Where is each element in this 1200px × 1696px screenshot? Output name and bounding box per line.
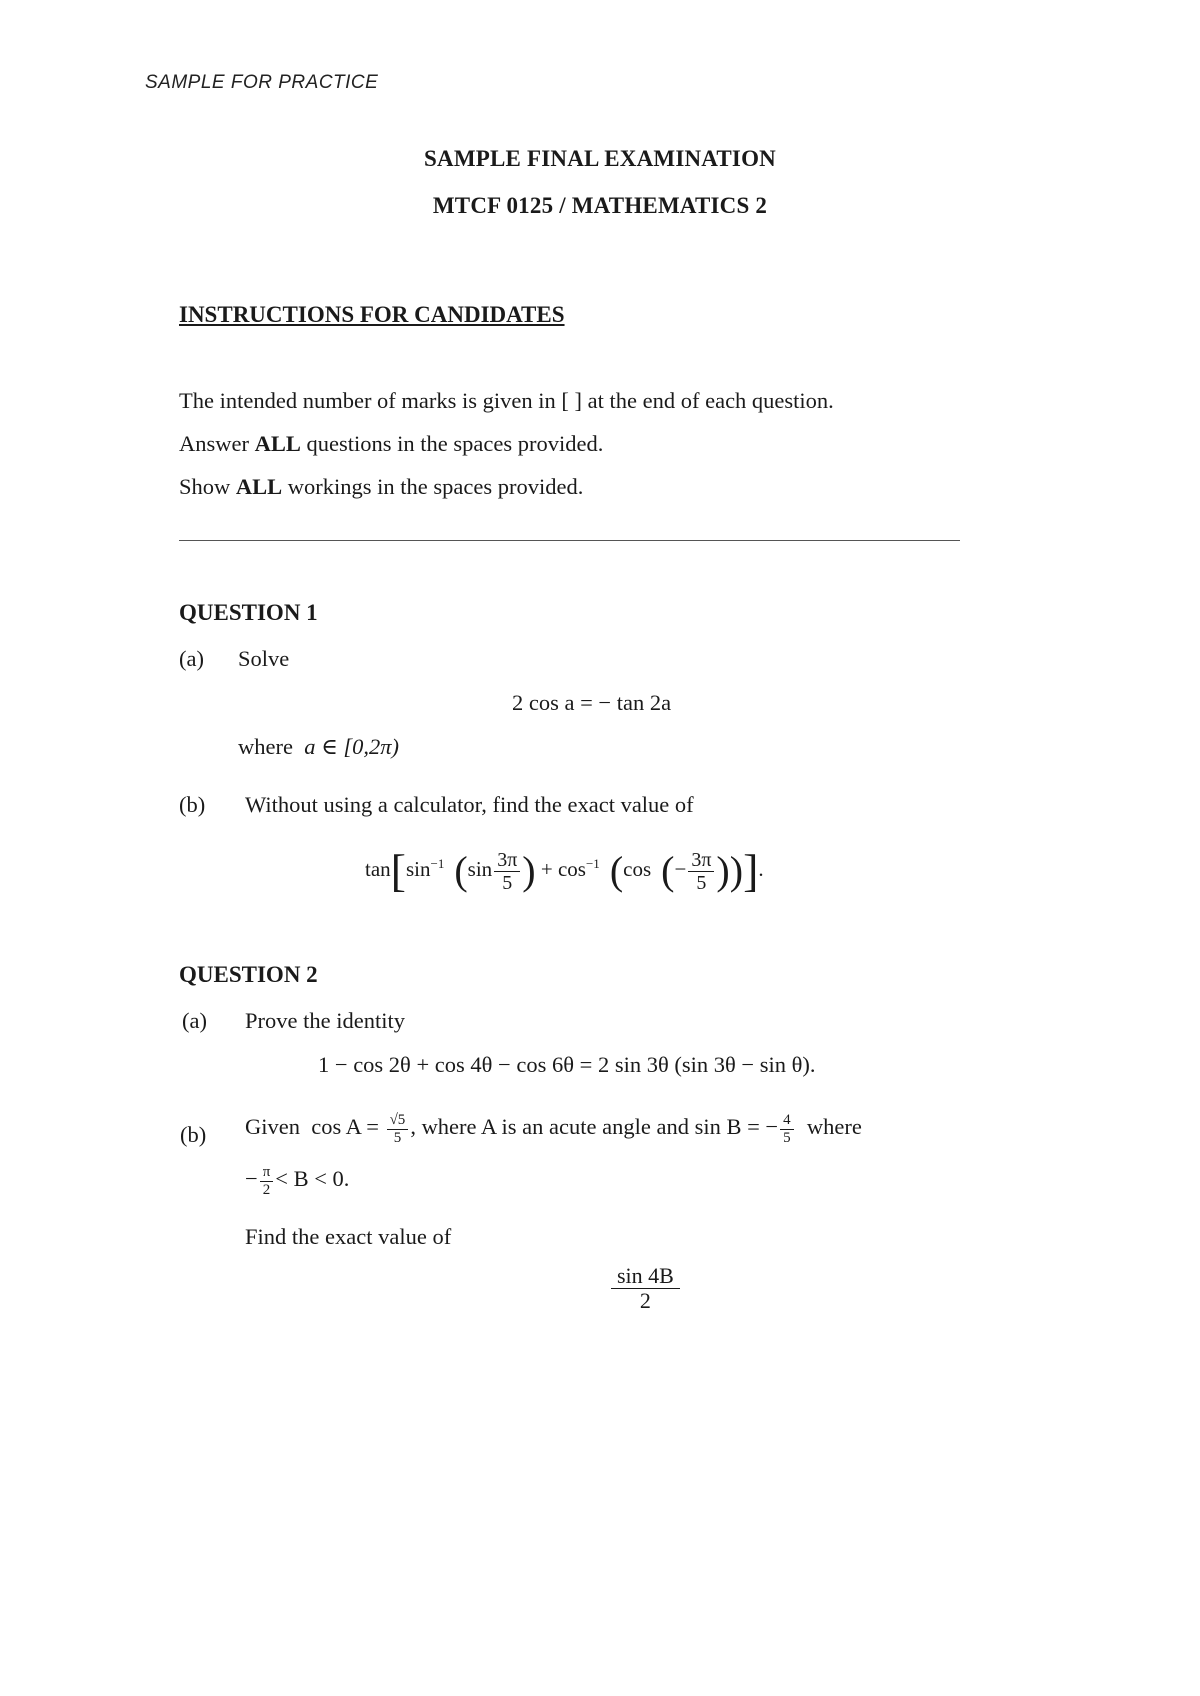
- q2-part-b-label: (b): [180, 1122, 207, 1147]
- instructions-heading: INSTRUCTIONS FOR CANDIDATES: [179, 302, 565, 327]
- watermark-label: SAMPLE FOR PRACTICE: [145, 72, 379, 93]
- q2-range-line: − $\frac{\pi}{2}$ < B < 0.: [245, 1164, 350, 1198]
- q1-equation: 2 cos a = − tan 2a: [512, 690, 672, 715]
- q1-part-b-label: (b): [179, 792, 206, 817]
- q2-part-a-text: Prove the identity: [245, 1008, 405, 1033]
- instruction-line-3: Show ALL workings in the spaces provided.: [179, 474, 584, 499]
- q2-part-a-label: (a): [182, 1008, 207, 1033]
- question-2-heading: QUESTION 2: [179, 962, 318, 987]
- instruction-line-1: The intended number of marks is given in [ ] at the end of each question.: [179, 388, 834, 413]
- q1-domain: a ∈ [0,2π): [304, 734, 400, 759]
- q1-part-a-text: Solve: [238, 646, 290, 671]
- fraction-4-over-5: $\frac{4}{5}$: [780, 1112, 794, 1146]
- question-1-heading: QUESTION 1: [179, 600, 318, 625]
- q2-identity: 1 − cos 2θ + cos 4θ − cos 6θ = 2 sin 3θ (sin 3θ − sin θ).: [318, 1052, 816, 1077]
- q2-find-text: Find the exact value of: [245, 1224, 452, 1249]
- q1-expression: $\tan[\sin^{-1}$ (sin $\frac{3\pi}{5}$ ) + $\cos^{-1} (\cos$ (− $\frac{3\pi}{5}$ ))].: [365, 845, 764, 896]
- q2-target-expression: [609, 1264, 682, 1313]
- instruction-line-2: Answer ALL questions in the spaces provided.: [179, 431, 604, 456]
- q2-given-line: Given cos A = $\frac{√5}{5}$ , where A is an acute angle and sin B = − $\frac{4}{5}$ where: [245, 1112, 862, 1146]
- emphasis-all: ALL: [235, 474, 283, 499]
- q1-part-a-label: (a): [179, 646, 204, 671]
- exam-title: SAMPLE FINAL EXAMINATION: [424, 146, 776, 171]
- q1-domain-line: where a ∈ [0,2π): [238, 734, 400, 759]
- fraction-pi-over-2: $\frac{\pi}{2}$: [260, 1164, 274, 1198]
- section-divider: [179, 540, 960, 541]
- course-title: MTCF 0125 / MATHEMATICS 2: [432, 193, 768, 218]
- fraction-root5-over-5: $\frac{√5}{5}$: [387, 1112, 409, 1146]
- fraction-3pi-over-5: $\frac{3\pi}{5}$: [494, 849, 520, 894]
- fraction-3pi-over-5: $\frac{3\pi}{5}$: [688, 849, 714, 894]
- emphasis-all: ALL: [254, 431, 301, 456]
- q1-part-b-text: Without using a calculator, find the exact value of: [245, 792, 694, 817]
- fraction-sin4b-over-2: $\frac{\sin 4B}{2}$: [611, 1264, 680, 1313]
